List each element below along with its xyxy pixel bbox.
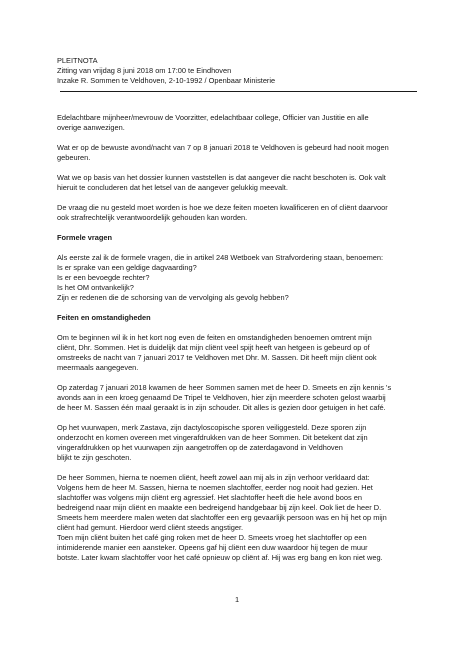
formal-questions-list	[57, 253, 419, 303]
text-line: omstreeks de nacht van 7 januari 2017 te Veldhoven met Dhr. M. Sassen. Dit heeft mijn cliënt ook	[57, 353, 377, 362]
facts-section	[57, 313, 419, 563]
text-line: Als eerste zal ik de formele vragen, die in artikel 248 Wetboek van Strafvordering staan, benoemen:	[57, 253, 384, 262]
text-line: Volgens hem de heer M. Sassen, hierna te noemen slachtoffer, eerder nog nooit had gezien. Het	[57, 483, 373, 492]
text-line: Toen mijn cliënt buiten het café ging roken met de heer D. Smeets vroeg het slachtoffer op een	[57, 533, 367, 542]
section-heading: Feiten en omstandigheden	[57, 313, 151, 322]
text-line: Wat we op basis van het dossier kunnen vaststellen is dat aangever die nacht beschoten is. Ook valt	[57, 173, 386, 182]
page-number: 1	[234, 595, 240, 604]
case-line: Inzake R. Sommen te Veldhoven, 2-10-1992 / Openbaar Ministerie	[57, 76, 276, 85]
list-item: Zijn er redenen die de schorsing van de vervolging als gevolg hebben?	[57, 293, 289, 302]
text-line: Op zaterdag 7 januari 2018 kwamen de heer Sommen samen met de heer D. Smeets en zijn kennis 's	[57, 383, 392, 392]
text-line: overige aanwezigen.	[57, 123, 125, 132]
text-line: Wat er op de bewuste avond/nacht van 7 op 8 januari 2018 te Veldhoven is gebeurd had nooit mogen	[57, 143, 389, 152]
text-line: Smeets hem meerdere malen weten dat slachtoffer een erg gevaarlijk persoon was en hij het op mijn	[57, 513, 387, 522]
text-line: cliënt had gemunt. Hierdoor werd cliënt steeds angstiger.	[57, 523, 244, 532]
text-line: Edelachtbare mijnheer/mevrouw de Voorzitter, edelachtbaar college, Officier van Justitie en alle	[57, 113, 369, 122]
text-line: avonds aan in een kroeg genaamd De Tripel te Veldhoven, hier zijn meerdere schoten gelost waarbij	[57, 393, 386, 402]
document-body	[57, 56, 419, 573]
text-line: de heer M. Sassen één maal geraakt is in zijn schouder. Dit alles is gezien door getuigen in het café.	[57, 403, 386, 412]
text-line: blijkt te zijn geschoten.	[57, 453, 132, 462]
facts-paragraph-1	[57, 333, 419, 373]
text-line: De vraag die nu gesteld moet worden is hoe we deze feiten moeten kwalificeren en of cliënt daarvoor	[57, 203, 388, 212]
list-item: Is er een bevoegde rechter?	[57, 273, 150, 282]
list-item: Is er sprake van een geldige dagvaarding?	[57, 263, 197, 272]
text-line: hieruit te concluderen dat het letsel van de aangever gelukkig meevalt.	[57, 183, 288, 192]
text-line: Om te beginnen wil ik in het kort nog even de feiten en omstandigheden benoemen omtrent mijn	[57, 333, 372, 342]
document-title: PLEITNOTA	[57, 56, 98, 65]
text-line: meermaals aangegeven.	[57, 363, 139, 372]
session-line: Zitting van vrijdag 8 juni 2018 om 17:00 te Eindhoven	[57, 66, 232, 75]
text-line: ook strafrechtelijk verantwoordelijk gehouden kan worden.	[57, 213, 248, 222]
intro-paragraph-4	[57, 203, 419, 223]
intro-paragraph-2	[57, 143, 419, 163]
list-item: Is het OM ontvankelijk?	[57, 283, 134, 292]
text-line: intimiderende manier een aansteker. Opeens gaf hij cliënt een duw waardoor hij tegen de muur	[57, 543, 368, 552]
document-header	[57, 56, 419, 86]
text-line: De heer Sommen, hierna te noemen cliënt, heeft zowel aan mij als in zijn verhoor verklaard dat:	[57, 473, 370, 482]
intro-paragraph-3	[57, 173, 419, 193]
section-heading: Formele vragen	[57, 233, 113, 242]
text-line: cliënt, Dhr. Sommen. Het is duidelijk dat mijn cliënt veel spijt heeft van hetgeen is gebeurd op of	[57, 343, 370, 352]
text-line: onderzocht en komen overeen met vingerafdrukken van de heer Sommen. Dit betekent dat zijn	[57, 433, 368, 442]
intro-paragraph-1	[57, 113, 419, 133]
formal-questions-section	[57, 233, 419, 303]
text-line: vingerafdrukken op het vuurwapen zijn aangetroffen op de zaterdagavond in Veldhoven	[57, 443, 343, 452]
facts-paragraph-4	[57, 473, 419, 563]
text-line: Op het vuurwapen, merk Zastava, zijn dactyloscopische sporen veiliggesteld. Deze sporen zijn	[57, 423, 367, 432]
text-line: slachtoffer was volgens mijn cliënt erg agressief. Het slachtoffer heeft die hele avond boos en	[57, 493, 362, 502]
text-line: gebeuren.	[57, 153, 91, 162]
facts-paragraph-3	[57, 423, 419, 463]
text-line: botste. Later kwam slachtoffer voor het café opnieuw op cliënt af. Hij was erg bang en kon niet weg.	[57, 553, 383, 562]
text-line: bedreigend naar mijn cliënt en maakte een bedreigend handgebaar bij zijn keel. Ook liet de heer D.	[57, 503, 382, 512]
intro-section	[57, 113, 419, 223]
facts-paragraph-2	[57, 383, 419, 413]
header-divider	[60, 91, 417, 92]
